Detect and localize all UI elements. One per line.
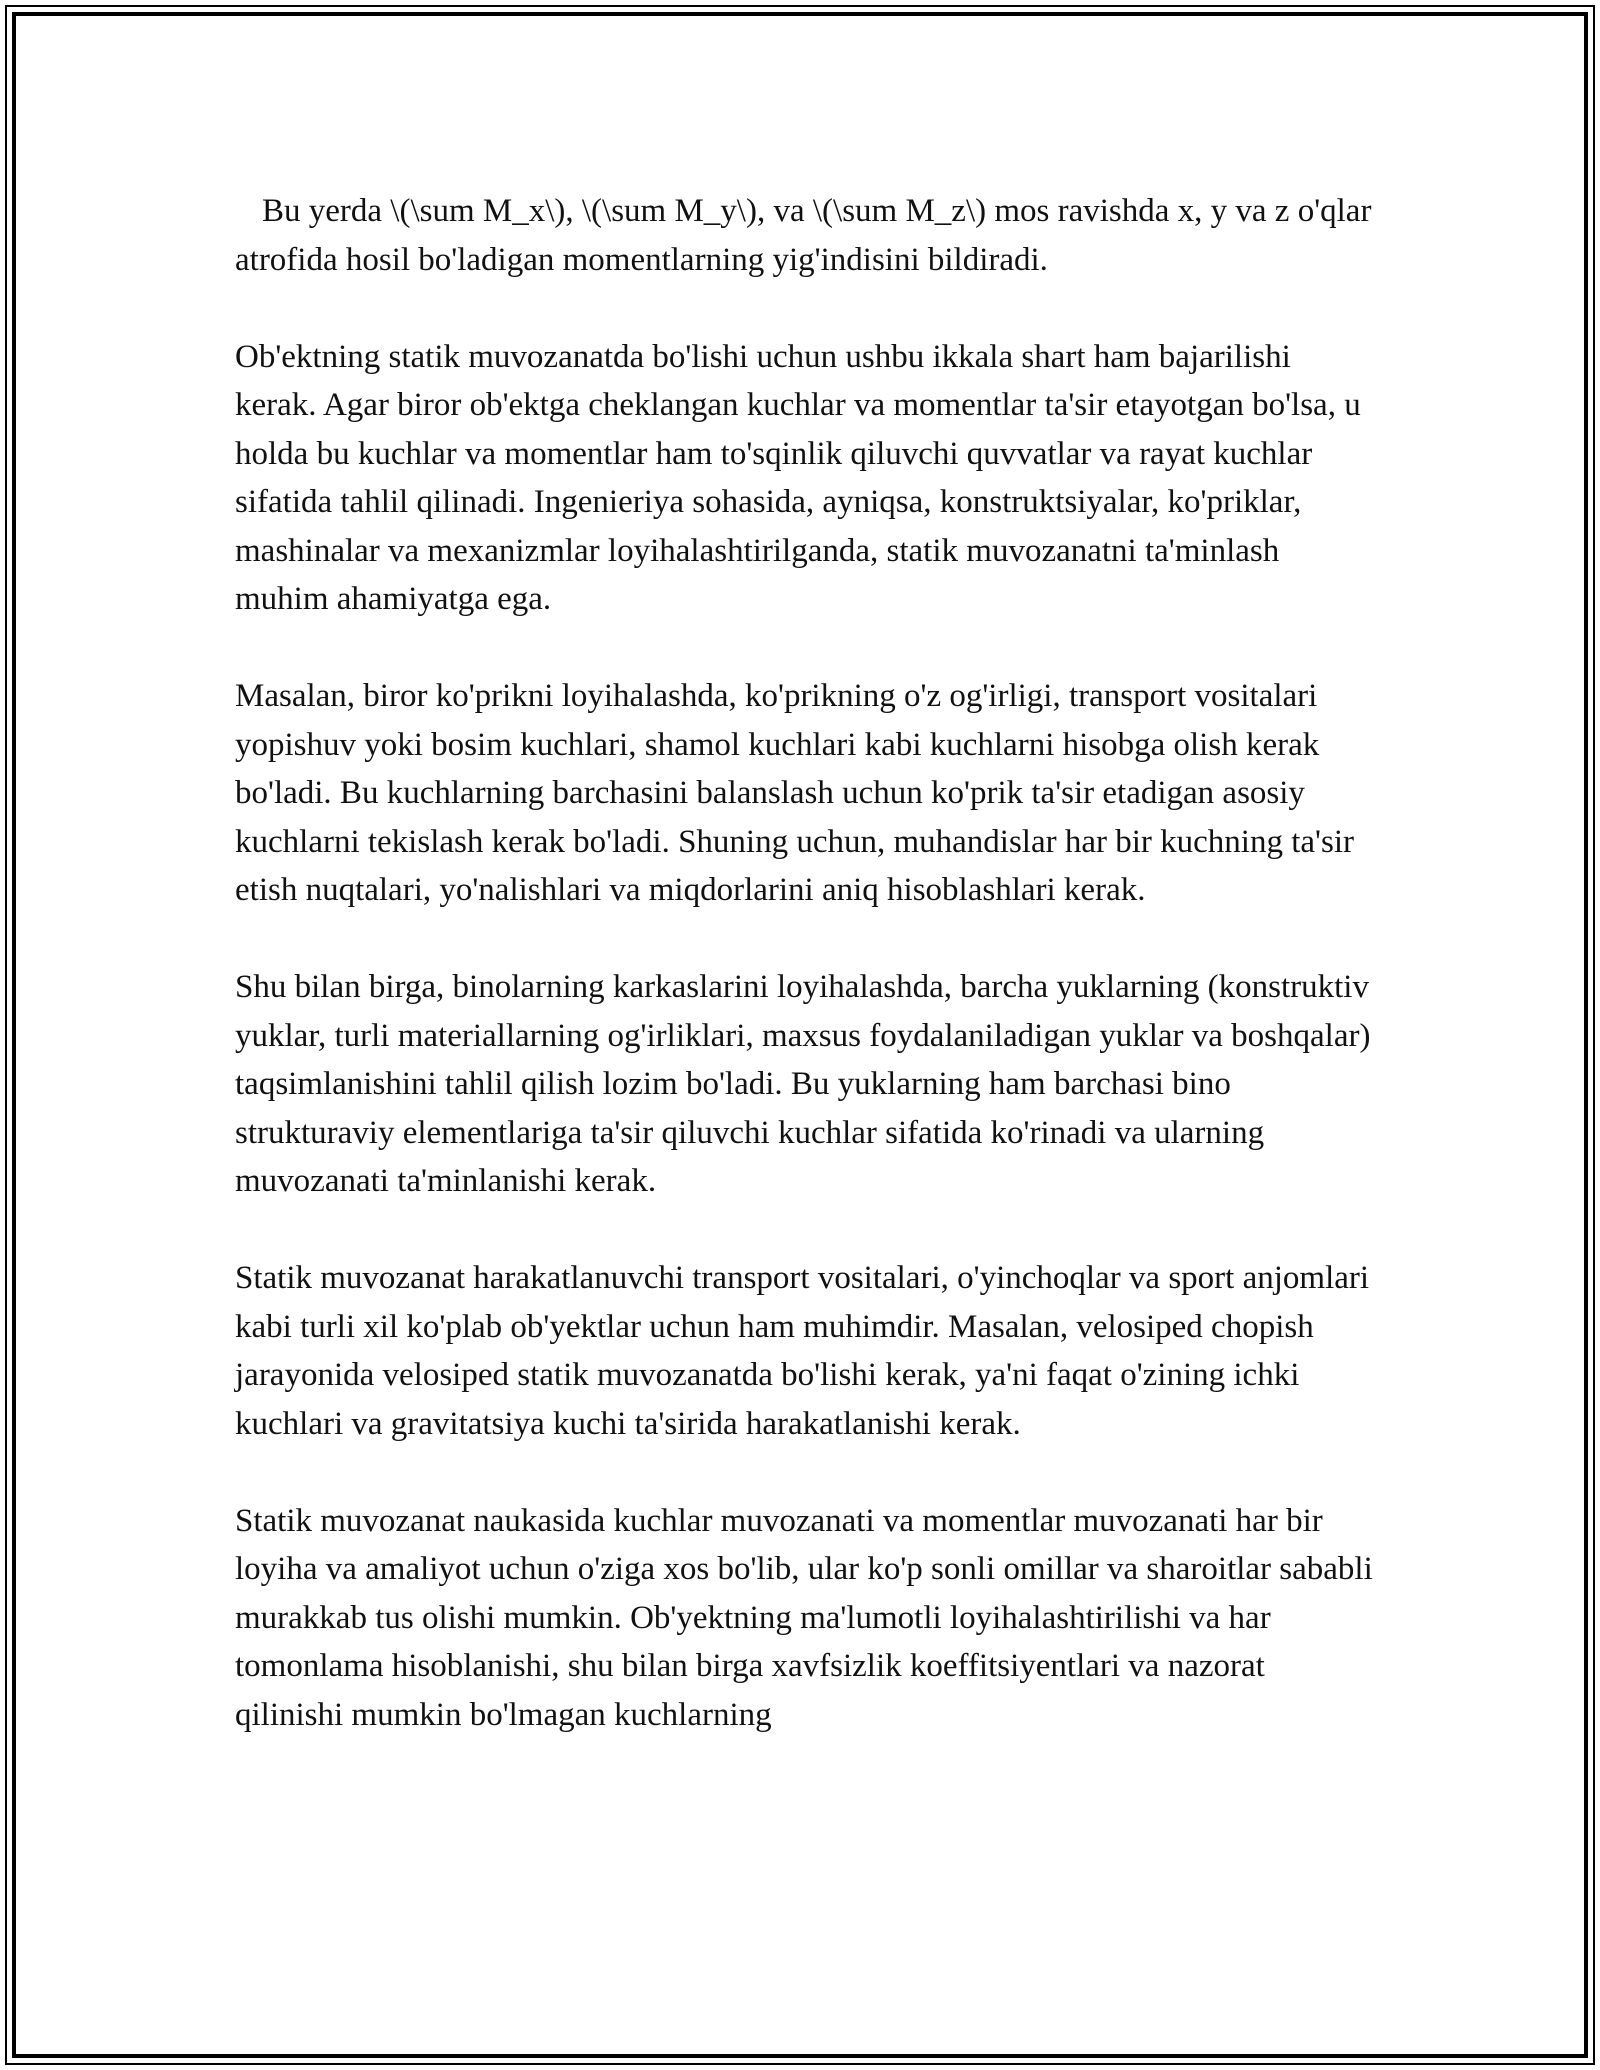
paragraph-conclusion: Statik muvozanat naukasida kuchlar muvozanati va momentlar muvozanati har bir loyiha va amaliyot uchun o'ziga xos bo'lib, ular ko'p sonli omillar va sharoitlar sababli murakkab tus olishi mumkin. Ob'yektning ma'lumotli loyihalashtirilishi va har tomonlama hisoblanishi, shu bilan birga xavfsizlik koeffitsiyentlari va nazorat qilinishi mumkin bo'lmagan kuchlarning	[235, 1502, 1373, 1733]
paragraph-building-frames: Shu bilan birga, binolarning karkaslarini loyihalashda, barcha yuklarning (konstruktiv yuklar, turli materiallarning og'irliklari, maxsus foydalaniladigan yuklar va boshqalar) taqsimlanishini tahlil qilish lozim bo'ladi. Bu yuklarning ham barchasi bino strukturaviy elementlariga ta'sir qiluvchi kuchlar sifatida ko'rinadi va ularning muvozanati ta'minlanishi kerak.	[235, 969, 1371, 1199]
paragraph-moments-definition: Bu yerda \(\sum M_x\), \(\sum M_y\), va \(\sum M_z\) mos ravishda x, y va z o'qlar atrofida hosil bo'ladigan momentlarning yig'indisini bildiradi.	[235, 193, 1372, 278]
paragraph-equilibrium-conditions: Ob'ektning statik muvozanatda bo'lishi uchun ushbu ikkala shart ham bajarilishi kerak. Agar biror ob'ektga cheklangan kuchlar va momentlar ta'sir etayotgan bo'lsa, u holda bu kuchlar va momentlar ham to'sqinlik qiluvchi quvvatlar va rayat kuchlar sifatida tahlil qilinadi. Ingenieriya sohasida, ayniqsa, konstruktsiyalar, ko'priklar, mashinalar va mexanizmlar loyihalashtirilganda, statik muvozanatni ta'minlash muhim ahamiyatga ega.	[235, 338, 1361, 617]
document-body	[235, 187, 1375, 1788]
paragraph-vehicles-bicycle: Statik muvozanat harakatlanuvchi transport vositalari, o'yinchoqlar va sport anjomlari kabi turli xil ko'plab ob'yektlar uchun ham muhimdir. Masalan, velosiped chopish jarayonida velosiped statik muvozanatda bo'lishi kerak, ya'ni faqat o'zining ichki kuchlari va gravitatsiya kuchi ta'sirida harakatlanishi kerak.	[235, 1260, 1370, 1442]
paragraph-bridge-example: Masalan, biror ko'prikni loyihalashda, ko'prikning o'z og'irligi, transport vositalari yopishuv yoki bosim kuchlari, shamol kuchlari kabi kuchlarni hisobga olish kerak bo'ladi. Bu kuchlarning barchasini balanslash uchun ko'prik ta'sir etadigan asosiy kuchlarni tekislash kerak bo'ladi. Shuning uchun, muhandislar har bir kuchning ta'sir etish nuqtalari, yo'nalishlari va miqdorlarini aniq hisoblashlari kerak.	[235, 678, 1354, 908]
